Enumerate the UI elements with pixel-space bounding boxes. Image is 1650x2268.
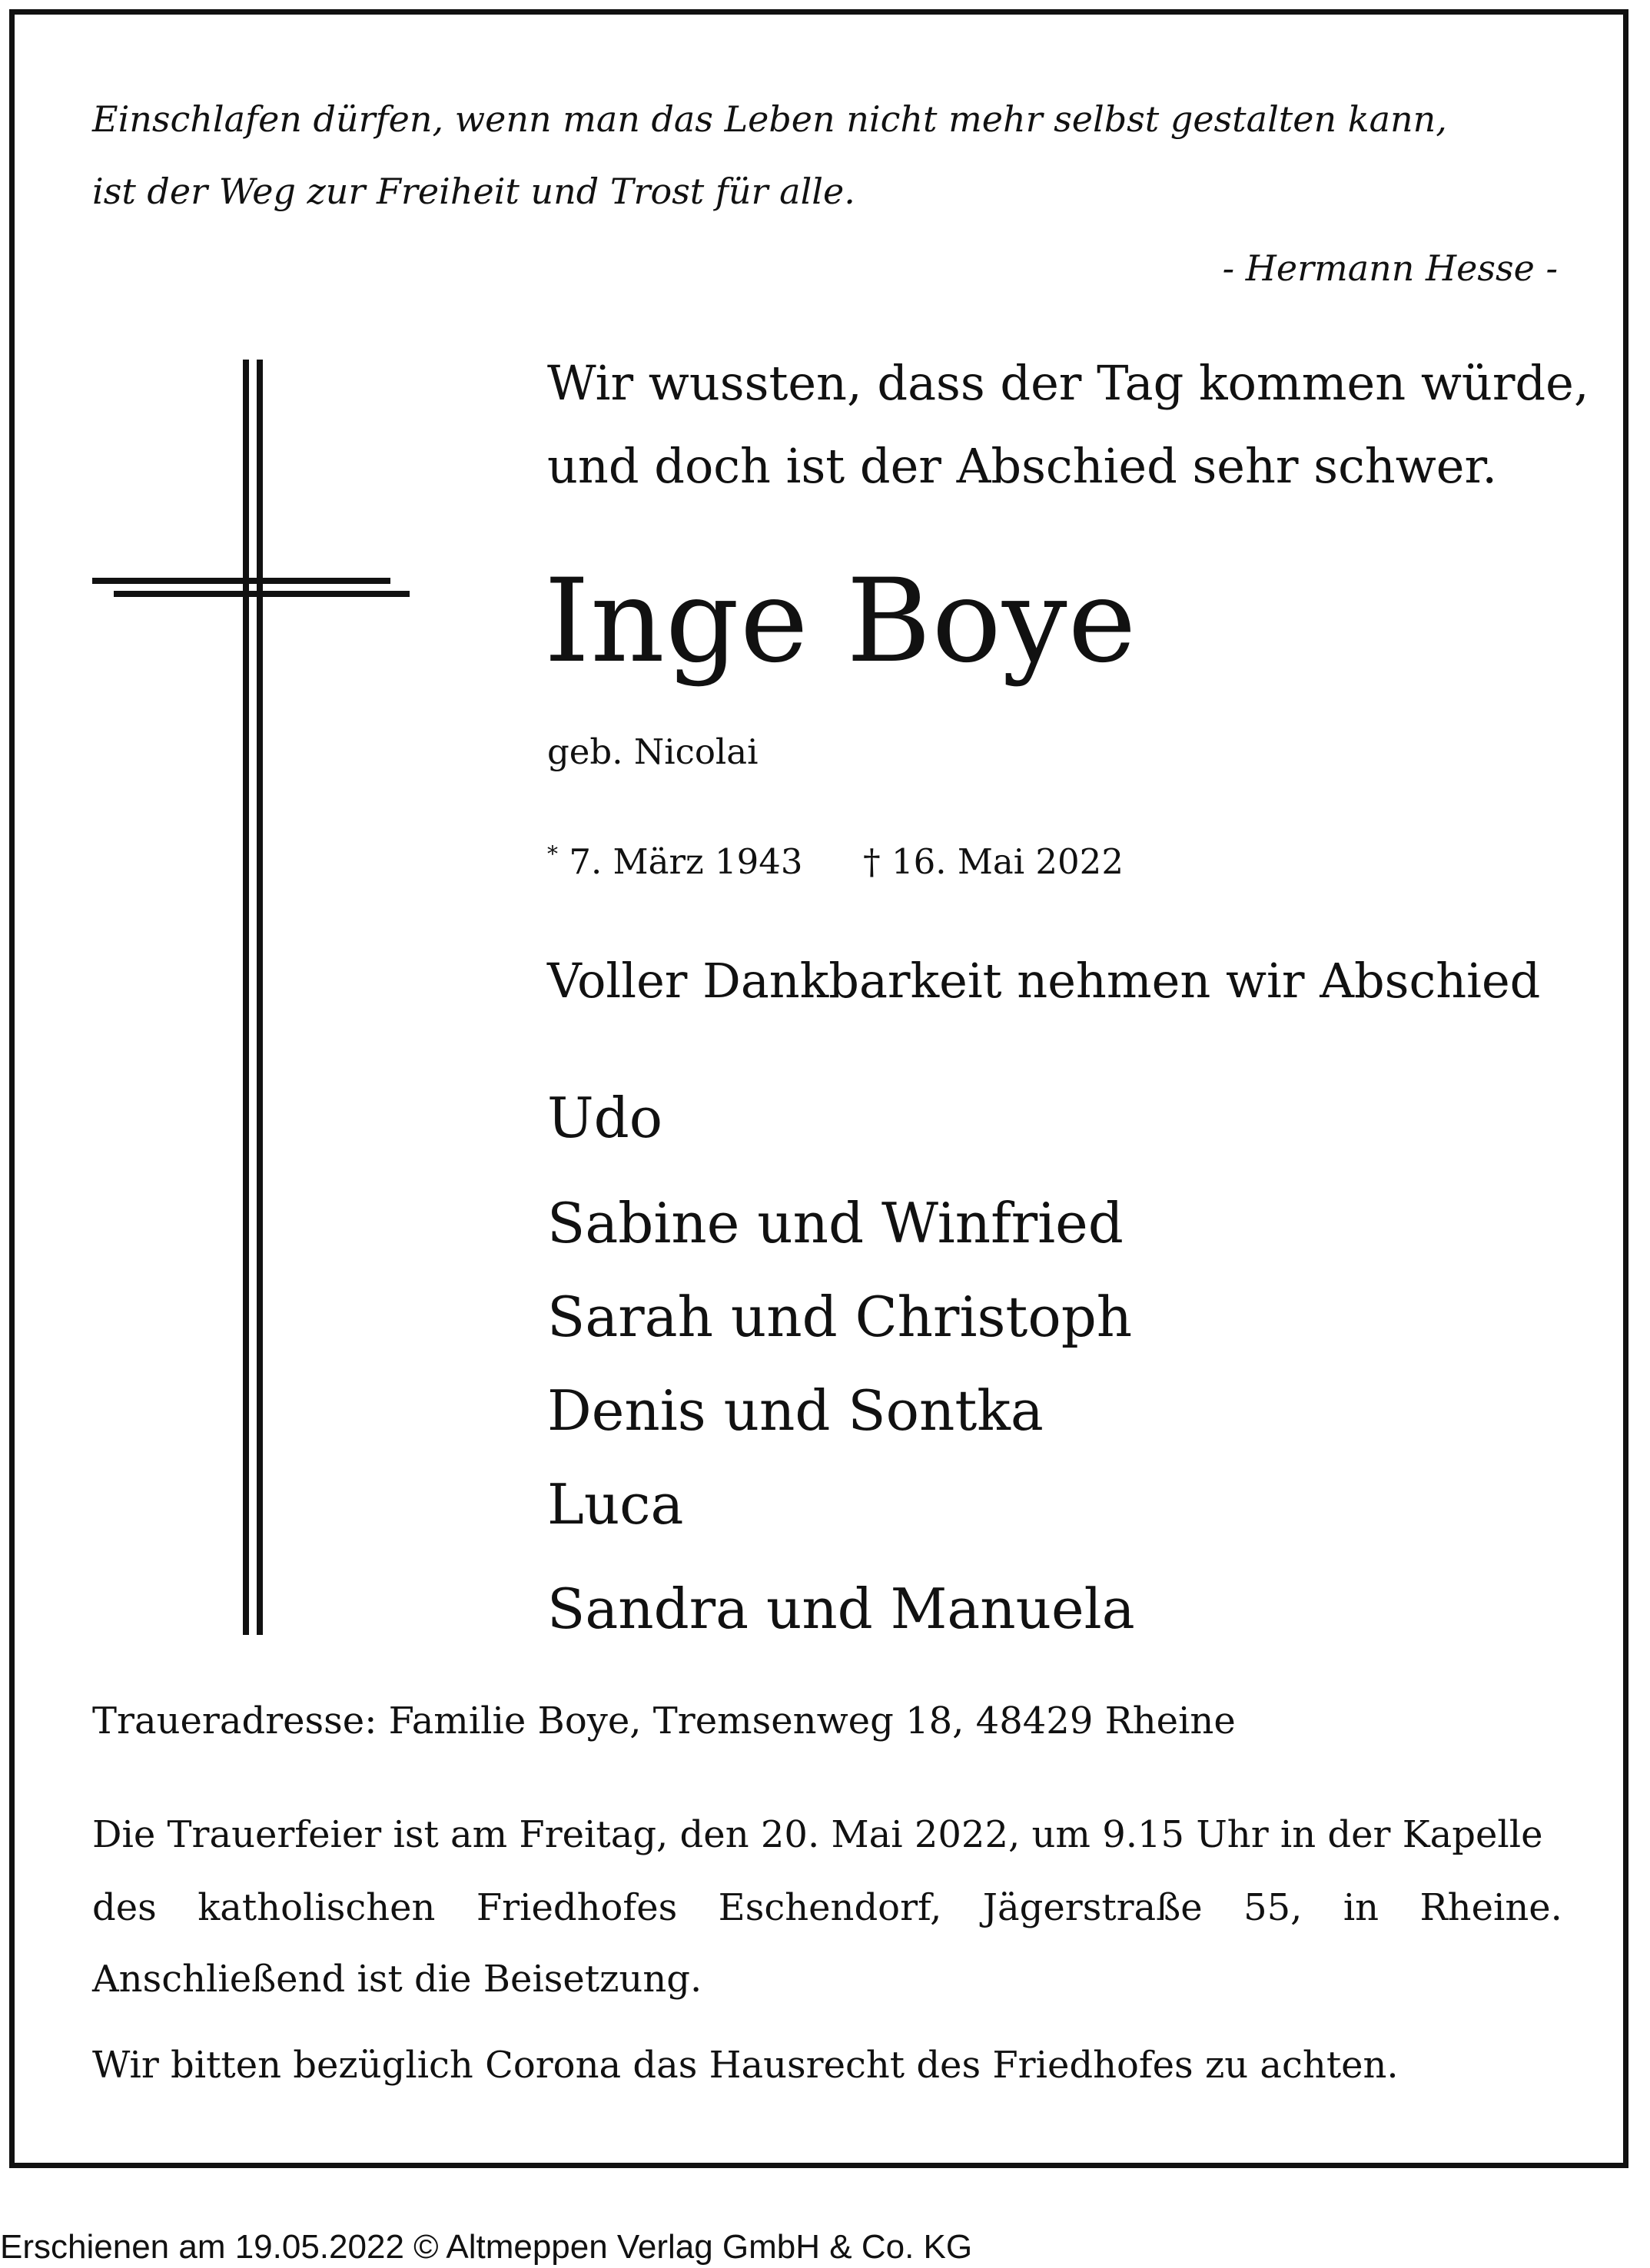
deceased-name: Inge Boye [544,555,1137,688]
birth-name: geb. Nicolai [547,731,759,772]
died-date: 16. Mai 2022 [891,841,1124,882]
ceremony-line-2 [92,1886,1562,1929]
quote-line-2: ist der Weg zur Freiheit und Trost für alle. [92,171,855,212]
born-symbol: * [547,841,558,867]
quote-line-1: Einschlafen dürfen, wenn man das Leben nicht mehr selbst gestalten kann, [92,98,1447,140]
mourner-3: Sarah und Christoph [547,1285,1133,1349]
mourner-1: Udo [547,1086,663,1150]
quote-author: - Hermann Hesse - [1222,247,1558,289]
ceremony-word: Rheine. [1419,1886,1562,1929]
mourner-5: Luca [547,1472,684,1537]
ceremony-line-3: Anschließend ist die Beisetzung. [92,1958,702,2001]
intro-line-1: Wir wussten, dass der Tag kommen würde, [547,355,1589,411]
ceremony-word: 55, [1243,1886,1303,1929]
corona-note: Wir bitten bezüglich Corona das Hausrecht des Friedhofes zu achten. [92,2044,1399,2087]
mourning-address: Traueradresse: Familie Boye, Tremsenweg 18, 48429 Rheine [92,1699,1236,1742]
ceremony-word: des [92,1886,157,1929]
ceremony-line-1: Die Trauerfeier ist am Freitag, den 20. Mai 2022, um 9.15 Uhr in der Kapelle [92,1813,1543,1856]
died-symbol: † [863,841,881,882]
publication-footer: Erschienen am 19.05.2022 © Altmeppen Verlag GmbH & Co. KG [0,2228,973,2266]
life-dates [547,841,1124,882]
ceremony-word: katholischen [198,1886,436,1929]
gratitude-line: Voller Dankbarkeit nehmen wir Abschied [547,953,1541,1009]
mourner-4: Denis und Sontka [547,1378,1044,1443]
ceremony-word: Friedhofes [476,1886,678,1929]
mourner-6: Sandra und Manuela [547,1577,1135,1641]
ceremony-word: Jägerstraße [982,1886,1203,1929]
ceremony-word: Eschendorf, [718,1886,942,1929]
intro-line-2: und doch ist der Abschied sehr schwer. [547,438,1498,494]
mourner-2: Sabine und Winfried [547,1191,1124,1255]
ceremony-word: in [1343,1886,1379,1929]
born-date: 7. März 1943 [569,841,803,882]
